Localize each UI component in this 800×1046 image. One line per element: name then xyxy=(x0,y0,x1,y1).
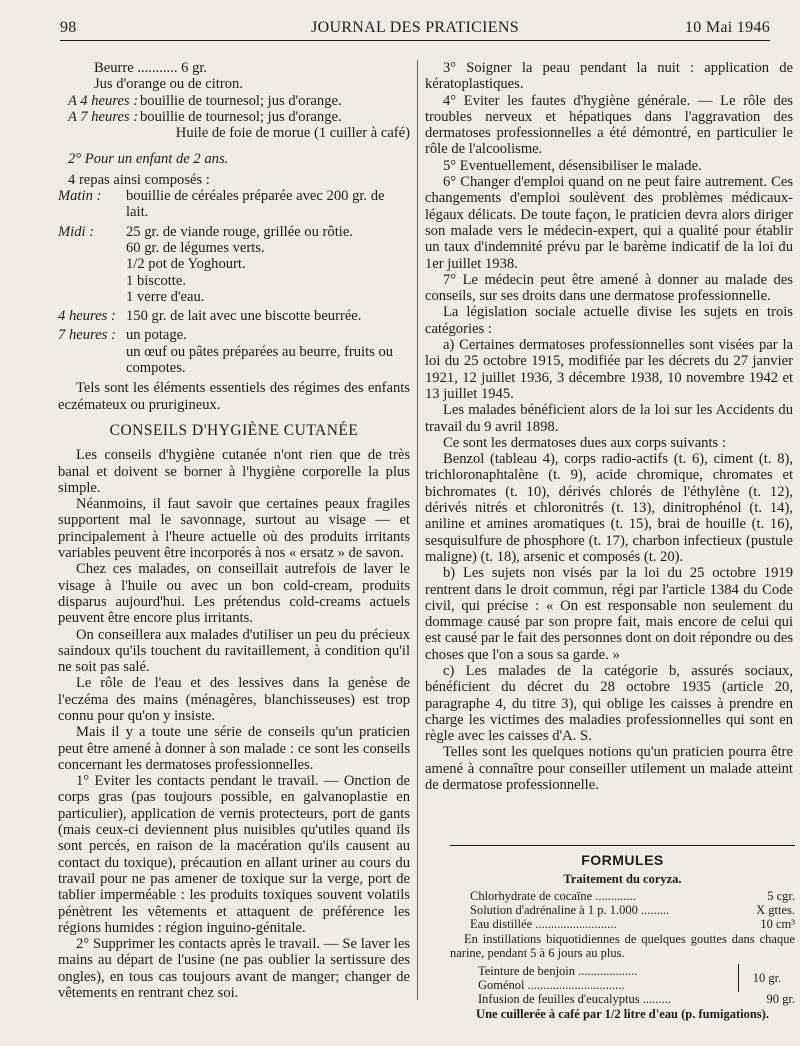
diet-list-child xyxy=(58,188,410,376)
paragraph: Ce sont les dermatoses dues aux corps suivants : xyxy=(443,434,726,451)
paragraph: Mais il y a toute une série de conseils qu'un praticien peut être amené à donner à son malade : ce sont les conseils concernant les dermatoses professionnelles. xyxy=(58,724,410,773)
diet-summary: Tels sont les éléments essentiels des régimes des enfants eczémateux ou prurigineux. xyxy=(58,380,410,413)
column-divider xyxy=(417,60,418,1000)
diet-row: Matin : bouillie de céréales préparée avec 200 gr. de lait. xyxy=(58,188,385,221)
formula-line: Infusion de feuilles d'eucalyptus ......... 90 gr. xyxy=(478,992,795,1006)
right-column xyxy=(425,60,793,793)
diet-row: Huile de foie de morue (1 cuiller à café) xyxy=(175,125,410,142)
formula-line: Chlorhydrate de cocaïne ............. 5 cgr. xyxy=(470,889,795,903)
paragraph: Les conseils d'hygiène cutanée n'ont rien que de très banal et doivent se borner à l'hygiène corporelle la plus simple. xyxy=(58,447,410,496)
diet-row: 1/2 pot de Yoghourt. xyxy=(126,256,246,273)
paragraph: 1° Eviter les contacts pendant le travail. — Onction de corps gras (pas toujours possible, en galvanoplastie en particulier), application de vernis protecteurs, port de gants (mais ceux-ci deviennent plus nuisibles qu'utiles quand ils sont percés, en raison de la macération qu'ils causent au contact du toxique), précaution en allant uriner au cours du travail pour ne pas amener de toxique sur la verge, port de tablier imperméable : les produits toxiques souvent volatils pénètrent les vêtements et attaquent de préférence les régions humides : région inguino-génitale. xyxy=(58,773,410,936)
formula-brace-qty: 10 gr. xyxy=(752,971,782,985)
diet-row: 7 heures : un potage. xyxy=(58,327,187,344)
diet-list-infant xyxy=(58,60,410,141)
paragraph: Telles sont les quelques notions qu'un praticien pourra être amené à connaître pour conseiller utilement un malade atteint de dermatose professionnelle. xyxy=(425,744,793,794)
diet-row: un œuf ou pâtes préparées au beurre, fruits ou compotes. xyxy=(126,343,394,377)
paragraph: 7° Le médecin peut être amené à donner au malade des conseils, sur ses droits dans une dermatose professionnelle. xyxy=(425,271,793,305)
formula-item: Goménol ............................... xyxy=(478,978,625,992)
diet-row: 1 verre d'eau. xyxy=(126,288,205,305)
formula-note: Une cuillerée à café par 1/2 litre d'eau (p. fumigations). xyxy=(476,1007,769,1021)
page-header xyxy=(60,16,770,41)
paragraph: On conseillera aux malades d'utiliser un peu du précieux saindoux qu'ils touchent du ravitaillement, à condition qu'il ne soit pas salé. xyxy=(58,626,410,676)
section-title: CONSEILS D'HYGIÈNE CUTANÉE xyxy=(109,421,359,439)
formulas-title: FORMULES xyxy=(581,852,664,868)
diet-row: A 4 heures : bouillie de tournesol; jus d'orange. xyxy=(68,92,342,109)
formula-instillation: En instillations biquotidiennes de quelques gouttes dans chaque narine, pendant 5 à 6 jours au plus. xyxy=(450,932,795,960)
paragraph: 2° Supprimer les contacts après le travail. — Se laver les mains au départ de l'usine (ne pas oublier la sertissure des ongles), en tous cas toujours avant de manger; changer de vêtements en rentrant chez soi. xyxy=(58,936,410,1002)
paragraph: Néanmoins, il faut savoir que certaines peaux fragiles supportent mal le savonnage, surtout au visage — et principalement à l'heure actuelle où des produits irritants variables peuvent être incorporés à nos « ersatz » de savon. xyxy=(58,496,410,562)
issue-date: 10 Mai 1946 xyxy=(684,19,770,36)
formula-brace-group xyxy=(450,964,795,992)
paragraph: Les malades bénéficient alors de la loi sur les Accidents du travail du 9 avril 1898. xyxy=(425,402,793,435)
paragraph: Benzol (tableau 4), corps radio-actifs (t. 6), ciment (t. 8), trichloronaphtalène (t. 9), acide chromique, chromates et bichromates (t. 10), dérivés chlorés de l'éthylène (t. 12), dérivés nitrés et chloronitrés (t. 13), dinitrophénol (t. 14), aniline et amines aromatiques (t. 15), brai de houille (t. 16), sesquisulfure de phosphore (t. 17), charbon infectieux (pustule maligne) (t. 18), arsenic et composés (t. 20). xyxy=(425,451,793,565)
diet-row: 60 gr. de légumes verts. xyxy=(126,239,265,256)
diet-row: Beurre ........... 6 gr. xyxy=(94,60,208,76)
diet-row: A 7 heures : bouillie de tournesol; jus d'orange. xyxy=(68,108,342,125)
paragraph: 6° Changer d'emploi quand on ne peut faire autrement. Ces changements d'emploi soulèvent des problèmes médicaux-légaux délicats. De toute façon, le praticien devra alors diriger son malade vers le médecin-expert, qui a qualité pour établir un taux d'indemnité prévu par le barème indicatif de la loi du 1er juillet 1938. xyxy=(425,174,793,272)
paragraph: a) Certaines dermatoses professionnelles sont visées par la loi du 25 octobre 1915, modifiée par les décrets du 27 janvier 1921, 12 juillet 1936, 3 décembre 1938, 10 novembre 1942 et 13 juillet 1945. xyxy=(425,337,793,402)
paragraph: La législation sociale actuelle divise les sujets en trois catégories : xyxy=(425,304,793,337)
diet-row: Midi : 25 gr. de viande rouge, grillée ou rôtie. xyxy=(58,223,353,240)
diet-row: 1 biscotte. xyxy=(126,272,186,289)
paragraph: b) Les sujets non visés par la loi du 25 octobre 1919 rentrent dans le droit commun, régi par l'article 1384 du Code civil, qui précise : « On est responsable non seulement du dommage causé par son propre fait, mais encore de celui qui est causé par le fait des personnes dont on doit répondre ou des choses que l'on a sous sa garde. » xyxy=(425,565,793,663)
paragraph: c) Les malades de la catégorie b, assurés sociaux, bénéficient du décret du 28 octobre 1935 (article 20, paragraphe 4, du titre 3), qui oblige les caisses à prendre en charge les victimes des maladies professionnelles qui sont en règle avec les caisses d'A. S. xyxy=(425,662,793,745)
paragraph: 4° Eviter les fautes d'hygiène générale. — Le rôle des troubles nerveux et hépatiques dans l'aggravation des dermatoses professionnelles a été démontré, en particulier le rôle de l'alcoolisme. xyxy=(425,92,793,158)
left-column xyxy=(58,60,410,1001)
formulas-subtitle: Traitement du coryza. xyxy=(563,872,682,886)
paragraph: 5° Eventuellement, désensibiliser le malade. xyxy=(443,157,702,174)
diet-row: Jus d'orange ou de citron. xyxy=(94,76,243,93)
diet-row: 4 heures : 150 gr. de lait avec une biscotte beurrée. xyxy=(58,308,362,325)
formulas-box xyxy=(450,845,795,1021)
formula-line: Solution d'adrénaline à 1 p. 1.000 ......... X gttes. xyxy=(470,903,795,917)
paragraph: 3° Soigner la peau pendant la nuit : application de kératoplastiques. xyxy=(425,60,793,93)
formula-item: Teinture de benjoin ................... xyxy=(478,964,638,978)
journal-title: JOURNAL DES PRATICIENS xyxy=(311,19,519,36)
paragraph: Le rôle de l'eau et des lessives dans la genèse de l'eczéma des mains (ménagères, blanchisseuses) est trop connu pour qu'on y insiste. xyxy=(58,675,410,724)
child-meals-intro: 4 repas ainsi composés : xyxy=(68,171,210,188)
child-heading: 2° Pour un enfant de 2 ans. xyxy=(68,151,229,168)
paragraph: Chez ces malades, on conseillait autrefois de laver le visage à l'huile ou avec un bon cold-cream, produits disparus aujourd'hui. Les prétendus cold-creams actuels peuvent être encore plus irritants. xyxy=(58,561,410,627)
formula-line: Eau distillée .......................... 10 cm³ xyxy=(470,917,795,931)
page-number: 98 xyxy=(60,19,77,36)
